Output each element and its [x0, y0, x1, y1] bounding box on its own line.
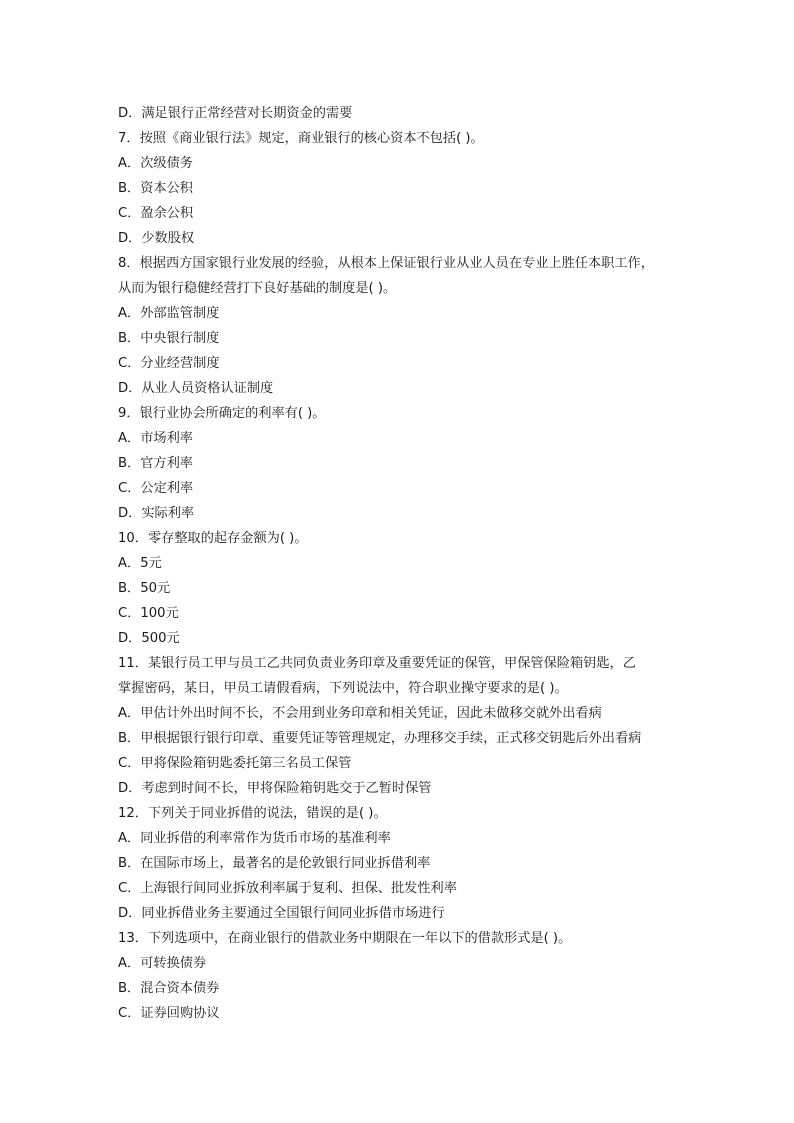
option-line: C．公定利率 [118, 481, 194, 496]
option-line: A．外部监管制度 [118, 306, 220, 321]
option-line: C．100元 [118, 606, 179, 621]
question-11-continued: 掌握密码，某日，甲员工请假看病，下列说法中，符合职业操守要求的是( )。 [118, 681, 568, 696]
question-11: 11．某银行员工甲与员工乙共同负责业务印章及重要凭证的保管，甲保管保险箱钥匙，乙 [118, 656, 636, 671]
document-page [118, 101, 688, 1026]
option-line: A．同业拆借的利率常作为货币市场的基准利率 [118, 831, 391, 846]
option-line: B．官方利率 [118, 456, 193, 471]
option-line: D．满足银行正常经营对长期资金的需要 [118, 106, 353, 121]
option-line: B．中央银行制度 [118, 331, 220, 346]
question-7: 7．按照《商业银行法》规定，商业银行的核心资本不包括( )。 [118, 131, 484, 146]
option-line: C．上海银行间同业拆放利率属于复利、担保、批发性利率 [118, 881, 457, 896]
option-line: A．5元 [118, 556, 162, 571]
option-line: B．混合资本债券 [118, 981, 220, 996]
option-line: A．市场利率 [118, 431, 193, 446]
option-line: C．甲将保险箱钥匙委托第三名员工保管 [118, 756, 352, 771]
option-line: D．同业拆借业务主要通过全国银行间同业拆借市场进行 [118, 906, 445, 921]
option-line: B．在国际市场上，最著名的是伦敦银行同业拆借利率 [118, 856, 431, 871]
option-line: B．资本公积 [118, 181, 193, 196]
option-line: D．少数股权 [118, 231, 195, 246]
option-line: C．证券回购协议 [118, 1006, 220, 1021]
option-line: D．500元 [118, 631, 180, 646]
question-8: 8．根据西方国家银行业发展的经验，从根本上保证银行业从业人员在专业上胜任本职工作， [118, 256, 654, 271]
option-line: D．考虑到时间不长，甲将保险箱钥匙交于乙暂时保管 [118, 781, 432, 796]
question-10: 10．零存整取的起存金额为( )。 [118, 531, 308, 546]
option-line: D．从业人员资格认证制度 [118, 381, 274, 396]
question-8-continued: 从而为银行稳健经营打下良好基础的制度是( )。 [118, 281, 397, 296]
option-line: A．可转换债券 [118, 956, 207, 971]
option-line: C．盈余公积 [118, 206, 194, 221]
question-13: 13．下列选项中，在商业银行的借款业务中期限在一年以下的借款形式是( )。 [118, 931, 572, 946]
option-line: B．甲根据银行银行印章、重要凭证等管理规定，办理移交手续，正式移交钥匙后外出看病 [118, 731, 642, 746]
question-12: 12．下列关于同业拆借的说法，错误的是( )。 [118, 806, 387, 821]
option-line: D．实际利率 [118, 506, 195, 521]
option-line: A．甲估计外出时间不长，不会用到业务印章和相关凭证，因此未做移交就外出看病 [118, 706, 602, 721]
question-9: 9．银行业协会所确定的利率有( )。 [118, 406, 326, 421]
option-line: C．分业经营制度 [118, 356, 220, 371]
option-line: A．次级债务 [118, 156, 193, 171]
option-line: B．50元 [118, 581, 171, 596]
